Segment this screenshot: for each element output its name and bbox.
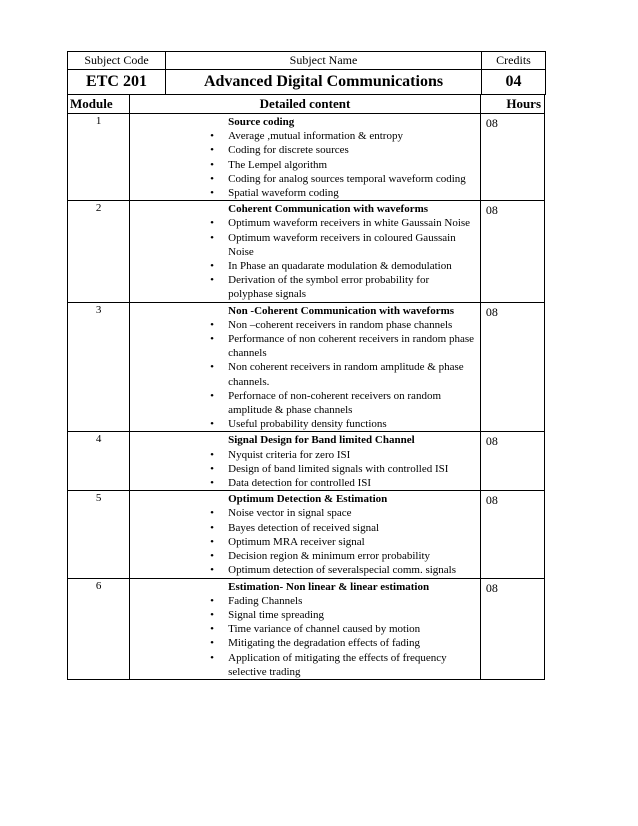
module-title: Estimation- Non linear & linear estimation	[228, 580, 430, 593]
hours-header: Hours	[480, 95, 544, 114]
module-title: Source coding	[228, 116, 295, 128]
topic-item: • The Lempel algorithm	[130, 158, 476, 172]
content-header: Detailed content	[130, 95, 481, 114]
module-number: 6	[68, 578, 130, 679]
module-hours: 08	[480, 578, 544, 679]
credits-label: Credits	[482, 52, 546, 70]
topic-item: • Derivation of the symbol error probability for polyphase signals	[130, 273, 476, 301]
module-header: Module	[68, 95, 130, 114]
module-number: 2	[68, 201, 130, 302]
topic-item: • Time variance of channel caused by motion	[130, 622, 476, 636]
credits-value: 04	[482, 70, 546, 95]
module-title: Non -Coherent Communication with waveforms	[228, 304, 455, 317]
topic-item: • Nyquist criteria for zero ISI	[130, 448, 476, 462]
topic-item: • Optimum waveform receivers in white Gaussain Noise	[130, 216, 476, 230]
topic-item: • Signal time spreading	[130, 608, 476, 622]
topic-item: • Mitigating the degradation effects of fading	[130, 636, 476, 650]
module-rows	[68, 114, 545, 680]
module-hours: 08	[480, 114, 544, 201]
subject-value-row	[68, 70, 546, 95]
topic-list	[130, 216, 476, 301]
subject-name-label: Subject Name	[166, 52, 482, 70]
module-row	[68, 432, 545, 491]
module-title: Signal Design for Band limited Channel	[228, 434, 415, 447]
topic-item: • Optimum detection of severalspecial comm. signals	[130, 563, 476, 577]
module-number: 1	[68, 114, 130, 201]
subject-code-value: ETC 201	[68, 70, 166, 95]
module-content	[130, 491, 481, 578]
topic-item: • Optimum waveform receivers in coloured Gaussain Noise	[130, 231, 476, 259]
module-hours: 08	[480, 201, 544, 302]
module-content	[130, 114, 481, 201]
syllabus-table	[67, 94, 545, 680]
topic-item: • Non coherent receivers in random amplitude & phase channels.	[130, 360, 476, 388]
subject-name-value: Advanced Digital Communications	[166, 70, 482, 95]
module-hours: 08	[480, 432, 544, 491]
module-number: 3	[68, 302, 130, 432]
topic-item: • Fading Channels	[130, 594, 476, 608]
syllabus-header-row	[68, 95, 545, 114]
module-row	[68, 578, 545, 679]
module-content	[130, 302, 481, 432]
topic-item: • Optimum MRA receiver signal	[130, 535, 476, 549]
topic-item: • Performance of non coherent receivers in random phase channels	[130, 332, 476, 360]
module-title: Optimum Detection & Estimation	[228, 493, 388, 506]
module-content	[130, 578, 481, 679]
module-row	[68, 491, 545, 578]
topic-item: • Noise vector in signal space	[130, 506, 476, 520]
topic-item: • Perfornace of non-coherent receivers on random amplitude & phase channels	[130, 389, 476, 417]
topic-list	[130, 129, 476, 200]
topic-list	[130, 448, 476, 491]
module-content	[130, 432, 481, 491]
topic-list	[130, 506, 476, 577]
topic-item: • Coding for analog sources temporal waveform coding	[130, 172, 476, 186]
topic-item: • Decision region & minimum error probability	[130, 549, 476, 563]
topic-item: • In Phase an quadarate modulation & demodulation	[130, 259, 476, 273]
topic-item: • Useful probability density functions	[130, 417, 476, 431]
topic-item: • Coding for discrete sources	[130, 143, 476, 157]
topic-item: • Spatial waveform coding	[130, 186, 476, 200]
module-hours: 08	[480, 302, 544, 432]
topic-list	[130, 318, 476, 432]
module-row	[68, 201, 545, 302]
module-hours: 08	[480, 491, 544, 578]
topic-item: • Bayes detection of received signal	[130, 521, 476, 535]
subject-code-label: Subject Code	[68, 52, 166, 70]
topic-item: • Non –coherent receivers in random phase channels	[130, 318, 476, 332]
module-number: 5	[68, 491, 130, 578]
topic-item: • Application of mitigating the effects of frequency selective trading	[130, 651, 476, 679]
subject-info-table	[67, 51, 546, 95]
topic-item: • Average ,mutual information & entropy	[130, 129, 476, 143]
module-content	[130, 201, 481, 302]
subject-header-row	[68, 52, 546, 70]
module-title: Coherent Communication with waveforms	[228, 203, 429, 216]
module-row	[68, 302, 545, 432]
module-row	[68, 114, 545, 201]
module-number: 4	[68, 432, 130, 491]
topic-list	[130, 594, 476, 679]
topic-item: • Design of band limited signals with controlled ISI	[130, 462, 476, 476]
topic-item: • Data detection for controlled ISI	[130, 476, 476, 490]
